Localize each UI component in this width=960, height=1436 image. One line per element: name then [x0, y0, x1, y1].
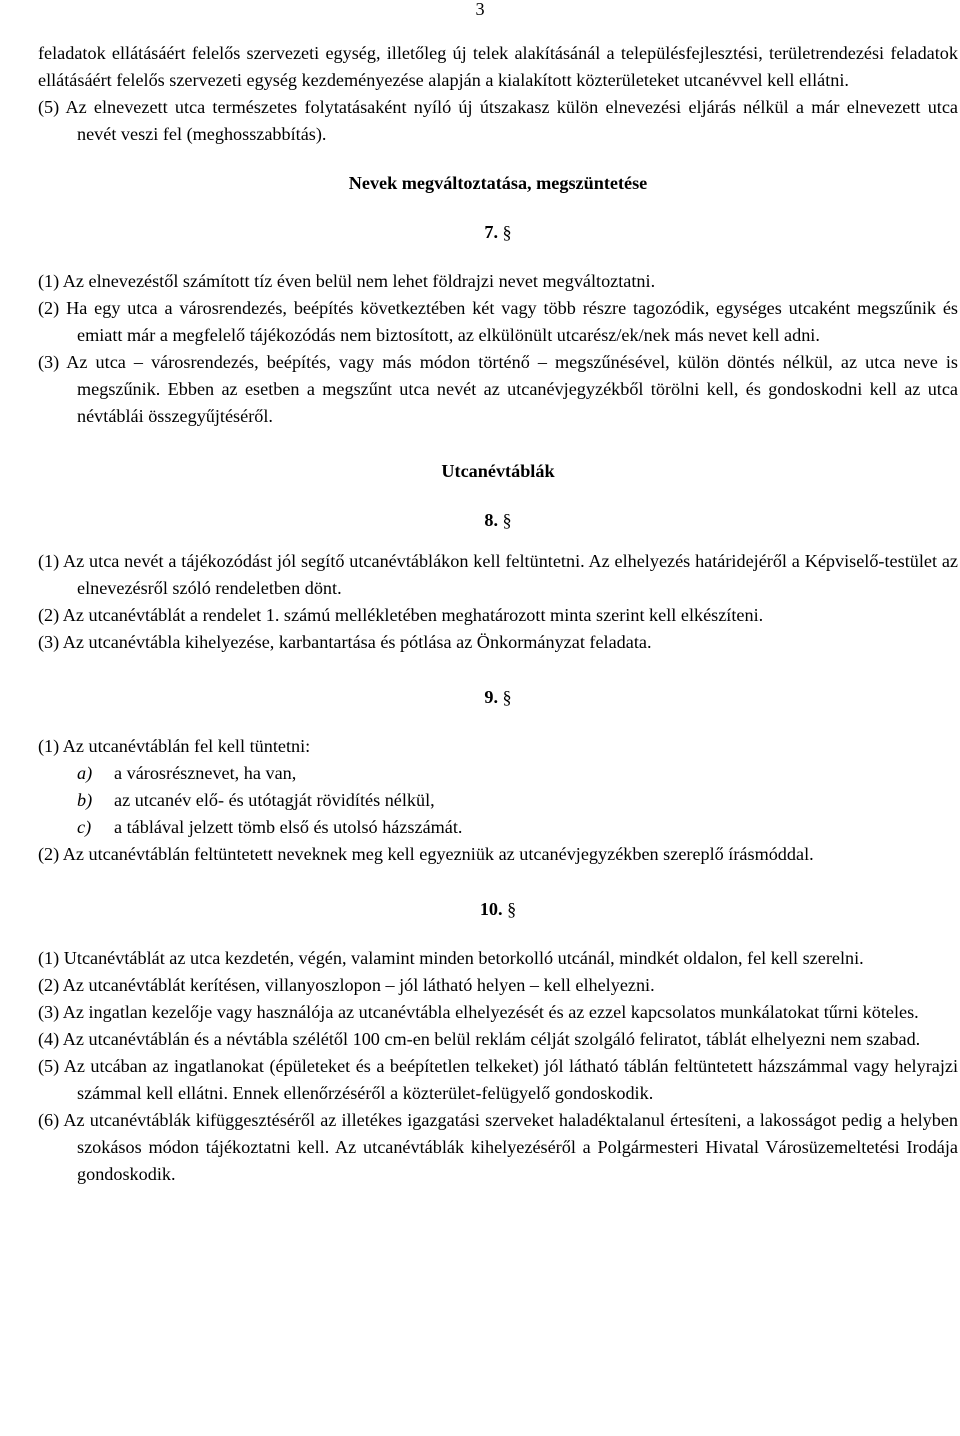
paragraph-number-7: 7. §: [484, 222, 512, 242]
section-7-para-2: (2) Ha egy utca a városrendezés, beépítés következtében két vagy több részre tagozódik, egységes utcaként megszűnik és emiatt már a megfelelő tájékozódás nem biztosított, az elkülönült utcarész/ek/nek más nevet kell adni.: [38, 298, 958, 345]
section-10-para-4: (4) Az utcanévtáblán és a névtábla szélétől 100 cm-en belül reklám célját szolgáló feliratot, táblát elhelyezni nem szabad.: [38, 1029, 921, 1049]
list-item: b) az utcanév elő- és utótagját rövidítés nélkül,: [77, 790, 435, 810]
list-item: a) a városrésznevet, ha van,: [77, 763, 297, 783]
section-heading-signs: Utcanévtáblák: [441, 461, 555, 481]
paragraph-number-8: 8. §: [484, 510, 512, 530]
section-10-para-6: (6) Az utcanévtáblák kifüggesztéséről az illetékes igazgatási szerveket haladéktalanul értesíteni, a lakosságot pedig a helyben szokásos módon tájékoztatni kell. Az utcanévtáblák kihelyezéséről a Polgármesteri Hivatal Városüzemeltetési Irodája gondoskodik.: [38, 1110, 958, 1184]
section-8-para-3: (3) Az utcanévtábla kihelyezése, karbantartása és pótlása az Önkormányzat feladata.: [38, 632, 652, 652]
section-10-para-2: (2) Az utcanévtáblát kerítésen, villanyoszlopon – jól látható helyen – kell elhelyezni.: [38, 975, 655, 995]
page-number: 3: [475, 0, 485, 19]
paragraph-number-9: 9. §: [484, 687, 512, 707]
intro-paragraph-5: (5) Az elnevezett utca természetes folytatásaként nyíló új útszakasz külön elnevezési eljárás nélkül a már elnevezett utca nevét veszi fel (meghosszabbítás).: [38, 97, 958, 144]
document-body: [38, 40, 958, 1188]
section-7-para-1: (1) Az elnevezéstől számított tíz éven belül nem lehet földrajzi nevet megváltoztatni.: [38, 271, 656, 291]
section-9-para-1: (1) Az utcanévtáblán fel kell tüntetni:: [38, 736, 311, 756]
section-10-para-3: (3) Az ingatlan kezelője vagy használója az utcanévtábla elhelyezését és az ezzel kapcsolatos munkálatokat tűrni köteles.: [38, 1002, 919, 1022]
intro-paragraph: feladatok ellátásáért felelős szervezeti egység, illetőleg új telek alakításánál a településfejlesztési, területrendezési feladatok ellátásáért felelős szervezeti egység kezdeményezése alapján a kialakított közterületeket utcanévvel kell ellátni.: [38, 43, 958, 90]
section-heading-names: Nevek megváltoztatása, megszüntetése: [348, 173, 648, 193]
section-8-para-1: (1) Az utca nevét a tájékozódást jól segítő utcanévtáblákon kell feltüntetni. Az elhelyezés határidejéről a Képviselő-testület az elnevezésről szóló rendeletben dönt.: [38, 551, 958, 598]
paragraph-number-10: 10. §: [479, 899, 517, 919]
list-item: c) a táblával jelzett tömb első és utolsó házszámát.: [77, 817, 463, 837]
section-7-para-3: (3) Az utca – városrendezés, beépítés, vagy más módon történő – megszűnésével, külön döntés nélkül, az utca neve is megszűnik. Ebben az esetben a megszűnt utca nevét az utcanévjegyzékből törölni kell, és gondoskodni kell az utca névtáblái összegyűjtéséről.: [38, 352, 958, 426]
section-9-para-2: (2) Az utcanévtáblán feltüntetett neveknek meg kell egyezniük az utcanévjegyzékben szereplő írásmóddal.: [38, 844, 814, 864]
section-8-para-2: (2) Az utcanévtáblát a rendelet 1. számú mellékletében meghatározott minta szerint kell elkészíteni.: [38, 605, 764, 625]
section-10-para-1: (1) Utcanévtáblát az utca kezdetén, végén, valamint minden betorkolló utcánál, mindkét oldalon, fel kell szerelni.: [38, 948, 864, 968]
section-10-para-5: (5) Az utcában az ingatlanokat (épületeket és a beépítetlen telkeket) jól látható táblán feltüntetett házszámmal vagy helyrajzi számmal kell ellátni. Ennek ellenőrzéséről a közterület-felügyelő gondoskodik.: [38, 1056, 958, 1103]
